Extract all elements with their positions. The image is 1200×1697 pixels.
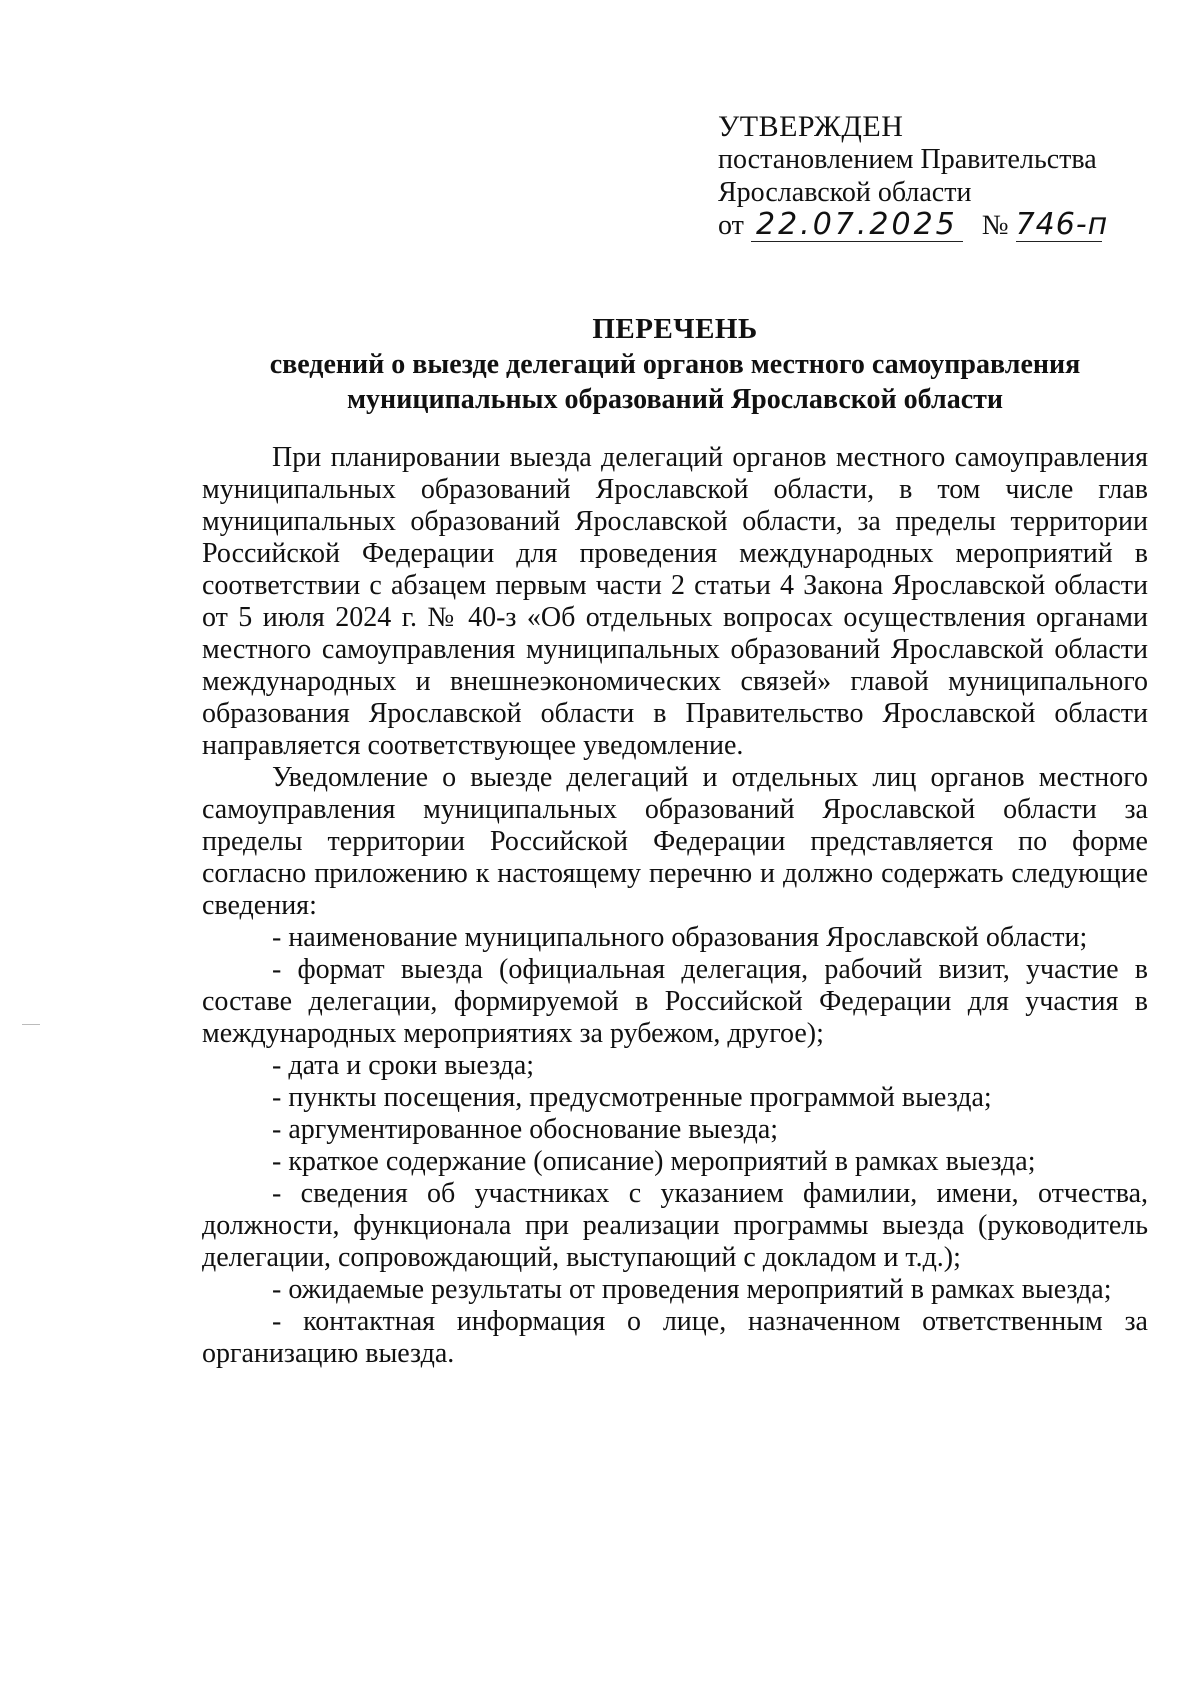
approval-title: УТВЕРЖДЕН <box>718 110 904 143</box>
handwritten-date: 22.07.2025 <box>751 209 963 242</box>
document-body <box>202 442 1148 1370</box>
list-item: - ожидаемые результаты от проведения мероприятий в рамках выезда; <box>272 1274 1112 1305</box>
approval-line-1: постановлением Правительства <box>718 144 1097 175</box>
list-item: - контактная информация о лице, назначенном ответственным за организацию выезда. <box>202 1306 1148 1369</box>
list-item: - краткое содержание (описание) мероприятий в рамках выезда; <box>272 1146 1036 1177</box>
paragraph-1: При планировании выезда делегаций органов местного самоуправления муниципальных образований Ярославской области, в том числе глав муниципальных образований Ярославской области, за пределы территории Российской Федерации для проведения международных мероприятий в соответствии с абзацем первым части 2 статьи 4 Закона Ярославской области от 5 июля 2024 г. № 40-з «Об отдельных вопросах осуществления органами местного самоуправления муниципальных образований Ярославской области международных и внешнеэкономических связей» главой муниципального образования Ярославской области в Правительство Ярославской области направляется соответствующее уведомление. <box>202 442 1148 761</box>
list-item: - формат выезда (официальная делегация, рабочий визит, участие в составе делегации, формируемой в Российской Федерации для участия в международных мероприятиях за рубежом, другое); <box>202 954 1148 1049</box>
list-item: - сведения об участниках с указанием фамилии, имени, отчества, должности, функционала при реализации программы выезда (руководитель делегации, сопровождающий, выступающий с докладом и т.д.); <box>202 1178 1148 1273</box>
approval-line-2: Ярославской области <box>718 177 972 208</box>
document-heading <box>200 312 1150 417</box>
approval-date-line <box>718 209 1138 242</box>
list-item: - наименование муниципального образования Ярославской области; <box>272 922 1088 953</box>
list-item: - пункты посещения, предусмотренные программой выезда; <box>272 1082 992 1113</box>
list-item: - дата и сроки выезда; <box>272 1050 535 1081</box>
scan-margin-mark <box>22 1024 40 1025</box>
document-subtitle-line-1: сведений о выезде делегаций органов местного самоуправления <box>269 349 1081 380</box>
list-item: - аргументированное обоснование выезда; <box>272 1114 779 1145</box>
from-label: от <box>718 210 744 241</box>
approval-block <box>718 110 1138 242</box>
handwritten-number: 746-п <box>1015 207 1109 242</box>
document-subtitle-line-2: муниципальных образований Ярославской области <box>346 384 1004 415</box>
number-label: № <box>981 210 1009 241</box>
paragraph-2: Уведомление о выезде делегаций и отдельных лиц органов местного самоуправления муниципальных образований Ярославской области за пределы территории Российской Федерации представляется по форме согласно приложению к настоящему перечню и должно содержать следующие сведения: <box>202 762 1148 921</box>
document-title: ПЕРЕЧЕНЬ <box>592 313 758 345</box>
